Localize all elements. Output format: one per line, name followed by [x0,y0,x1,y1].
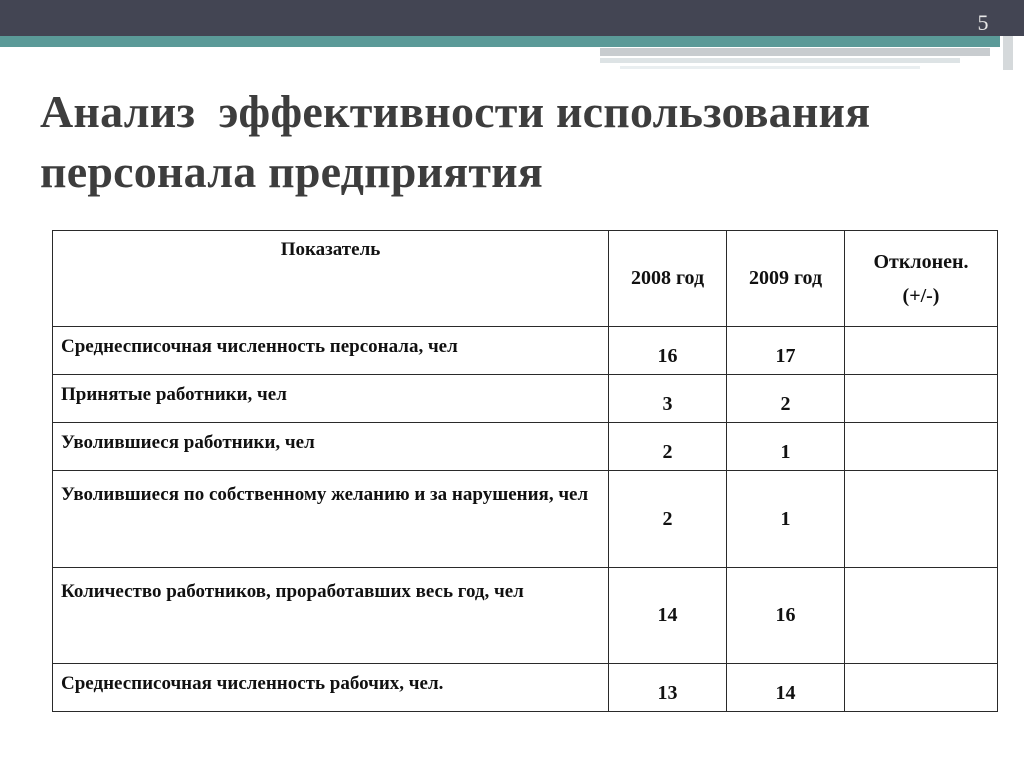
row-value-2008: 13 [609,664,727,712]
slide-title-line-1: Анализ эффективности использования [40,86,871,137]
header-deviation-line-2: (+/-) [902,284,940,307]
slide-title [40,82,1000,202]
row-deviation [845,471,998,568]
row-deviation [845,375,998,423]
header-stripe-light [600,58,960,63]
row-value-2009: 14 [727,664,845,712]
header-vertical-bar [1003,36,1013,70]
row-value-2009: 1 [727,471,845,568]
row-deviation [845,664,998,712]
row-value-2008: 2 [609,471,727,568]
row-value-2008: 2 [609,423,727,471]
header-year-2009: 2009 год [727,231,845,327]
header-deviation-line-1: Отклонен. [873,250,969,273]
slide-title-line-2: персонала предприятия [40,146,543,197]
table-row [53,568,998,664]
row-value-2008: 14 [609,568,727,664]
row-label: Уволившиеся по собственному желанию и за нарушения, чел [53,471,609,568]
header-deviation [845,231,998,327]
table-row [53,423,998,471]
table-row [53,327,998,375]
row-label: Среднесписочная численность рабочих, чел. [53,664,609,712]
row-value-2009: 16 [727,568,845,664]
table-header-row [53,231,998,327]
row-label: Уволившиеся работники, чел [53,423,609,471]
row-label: Принятые работники, чел [53,375,609,423]
row-label: Среднесписочная численность персонала, чел [53,327,609,375]
row-value-2009: 1 [727,423,845,471]
table-row [53,471,998,568]
header-year-2008: 2008 год [609,231,727,327]
row-deviation [845,568,998,664]
header-band-teal [0,36,1000,47]
personnel-table [52,230,998,712]
row-value-2009: 17 [727,327,845,375]
row-deviation [845,423,998,471]
slide-number: 5 [977,10,989,35]
table-row [53,375,998,423]
header-stripe-grey [600,48,990,56]
row-value-2008: 16 [609,327,727,375]
row-value-2008: 3 [609,375,727,423]
row-value-2009: 2 [727,375,845,423]
table-row [53,664,998,712]
header-stripe-lighter [620,66,920,69]
header-band-dark [0,0,1024,36]
row-deviation [845,327,998,375]
row-label: Количество работников, проработавших весь год, чел [53,568,609,664]
header-indicator: Показатель [53,231,609,327]
